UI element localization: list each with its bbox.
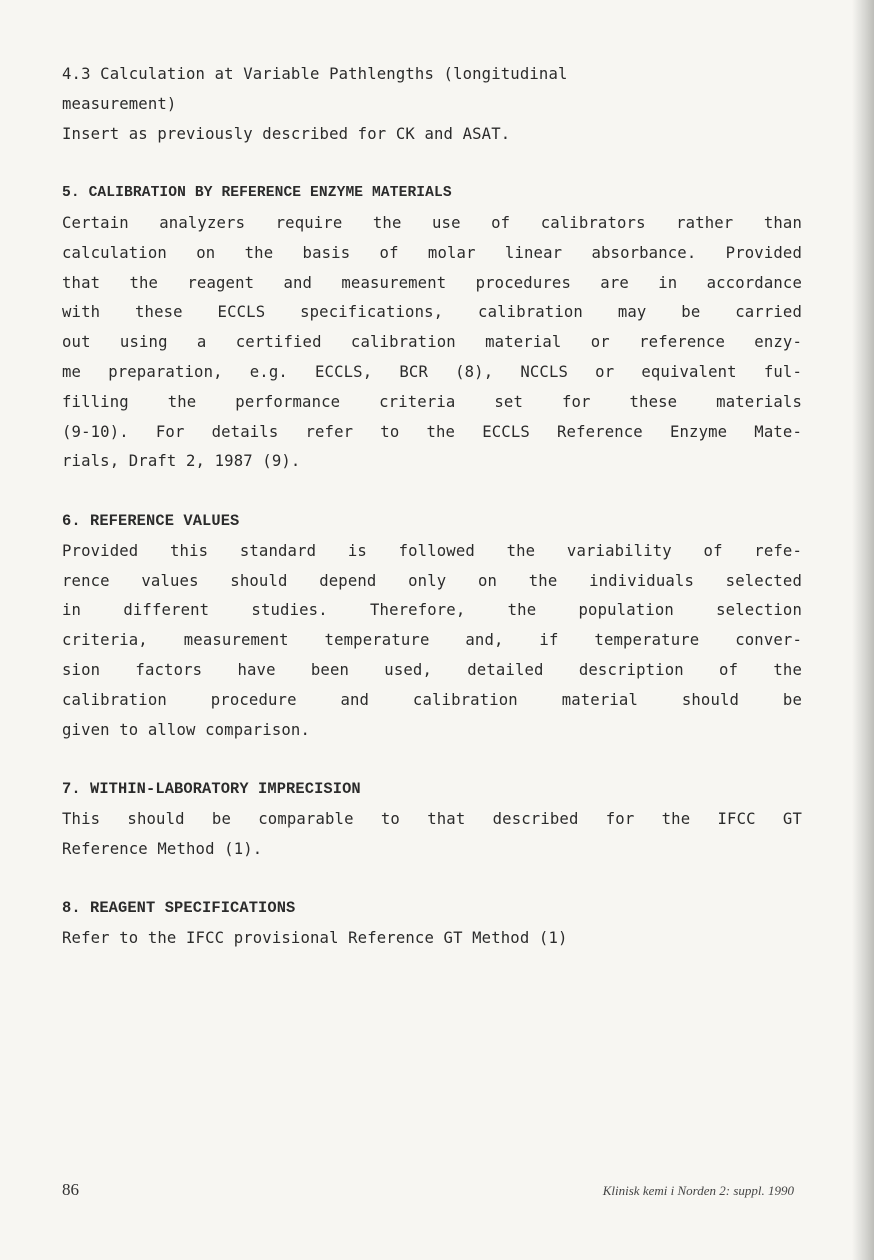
paragraph-line: criteria, measurement temperature and, if temperature conver- [62,631,802,650]
paragraph-line: calibration procedure and calibration material should be [62,690,802,709]
paragraph-line: rials, Draft 2, 1987 (9). [62,452,301,471]
section-7 [62,775,802,864]
paragraph-line: with these ECCLS specifications, calibration may be carried [62,303,802,322]
paragraph-line: This should be comparable to that described for the IFCC GT [62,809,802,828]
paragraph-line: (9-10). For details refer to the ECCLS Reference Enzyme Mate- [62,422,802,441]
paragraph-line: in different studies. Therefore, the population selection [62,601,802,620]
paragraph-line: calculation on the basis of molar linear absorbance. Provided [62,243,802,262]
section-6 [62,507,802,745]
section-8 [62,894,802,954]
paragraph-line: Insert as previously described for CK and ASAT. [62,124,511,143]
section-heading: 8. REAGENT SPECIFICATIONS [62,899,296,918]
page-number: 86 [62,1180,79,1199]
section-5 [62,179,802,477]
paragraph-line: Certain analyzers require the use of calibrators rather than [62,213,802,232]
paragraph-line: Reference Method (1). [62,839,263,858]
document-page [62,60,802,984]
section-heading: 5. CALIBRATION BY REFERENCE ENZYME MATERIALS [62,185,452,202]
paragraph-line: rence values should depend only on the individuals selected [62,571,802,590]
section-heading: 7. WITHIN-LABORATORY IMPRECISION [62,780,361,799]
paragraph-line: Provided this standard is followed the variability of refe- [62,541,802,560]
section-heading: 4.3 Calculation at Variable Pathlengths (longitudinal [62,65,568,83]
page-edge-shadow [852,0,874,1260]
journal-citation: Klinisk kemi i Norden 2: suppl. 1990 [602,1183,794,1198]
section-heading: 6. REFERENCE VALUES [62,511,240,530]
paragraph-line: that the reagent and measurement procedures are in accordance [62,273,802,292]
section-4-3 [62,60,802,149]
paragraph-line: sion factors have been used, detailed description of the [62,660,802,679]
paragraph-line: out using a certified calibration material or reference enzy- [62,333,802,352]
paragraph-line: given to allow comparison. [62,720,310,739]
paragraph-line: Refer to the IFCC provisional Reference GT Method (1) [62,929,568,948]
paragraph-line: me preparation, e.g. ECCLS, BCR (8), NCCLS or equivalent ful- [62,362,802,381]
paragraph-line: filling the performance criteria set for these materials [62,392,802,411]
section-heading-cont: measurement) [62,94,177,113]
